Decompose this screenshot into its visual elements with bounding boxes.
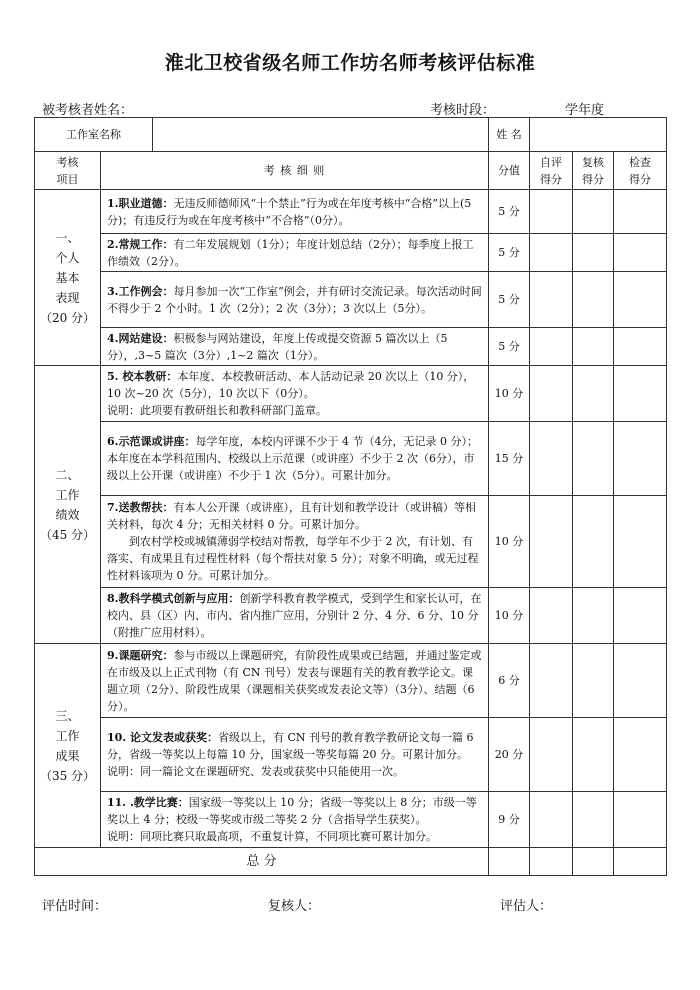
check-score-cell[interactable] xyxy=(614,366,667,422)
review-score-cell[interactable] xyxy=(573,792,614,848)
review-score-cell[interactable] xyxy=(573,422,614,496)
criterion-row xyxy=(35,644,667,718)
page-title: 淮北卫校省级名师工作坊名师考核评估标准 xyxy=(164,52,536,74)
self-score-cell[interactable] xyxy=(530,644,573,718)
criterion-text: 3.工作例会：每月参加一次“工作室”例会，并有研讨交流记录。每次活动时间不得少于 2 个小时。1 次（2分）；2 次（3分）；3 次以上（5分）。 xyxy=(101,272,489,328)
criterion-row xyxy=(35,328,667,366)
name-field[interactable] xyxy=(530,118,667,152)
self-score-cell[interactable] xyxy=(530,272,573,328)
check-score-cell[interactable] xyxy=(614,328,667,366)
check-score-cell[interactable] xyxy=(614,234,667,272)
section-label: 二、 工作 绩效 （45 分） xyxy=(35,366,101,644)
criterion-row xyxy=(35,272,667,328)
criterion-text: 8.教科学模式创新与应用：创新学科教育教学模式，受到学生和家长认可，在校内、县（区）内、市内、省内推广应用，分别计 2 分、4 分、6 分、10 分（附推广应用材料）。 xyxy=(101,588,489,644)
review-score-cell[interactable] xyxy=(573,234,614,272)
criterion-score: 5 分 xyxy=(489,272,530,328)
score-header: 分值 xyxy=(489,152,530,190)
academic-year-label: 学年度 xyxy=(565,103,605,118)
criterion-row xyxy=(35,718,667,792)
check-score-cell[interactable] xyxy=(614,718,667,792)
criterion-text: 11. .教学比赛：国家级一等奖以上 10 分；省级一等奖以上 8 分；市级一等奖以上 4 分；校级一等奖或市级二等奖 2 分（含指导学生获奖）。 说明：同项比赛只取最高项，不重复计算，不同项比赛可累计加分。 xyxy=(101,792,489,848)
review-score-cell[interactable] xyxy=(573,496,614,588)
criterion-note: 说明：同项比赛只取最高项，不重复计算，不同项比赛可累计加分。 xyxy=(107,830,437,843)
total-check-cell[interactable] xyxy=(614,848,667,876)
criterion-text: 10. 论文发表或获奖：省级以上，有 CN 刊号的教育教学教研论文每一篇 6 分，省级一等奖以上每篇 10 分，国家级一等奖每篇 20 分。可累计加分。 说明：同一篇论文在课题研究、发表或获奖中只能使用一次。 xyxy=(101,718,489,792)
check-score-cell[interactable] xyxy=(614,190,667,234)
reviewer-label: 复核人： xyxy=(268,899,321,914)
criterion-text: 7.送教帮扶：有本人公开课（或讲座），且有计划和教学设计（或讲稿）等相关材料，每次 4 分；无相关材料 0 分。可累计加分。 到农村学校或城镇薄弱学校结对帮教，每学年不少于 2 次，有计划、有落实、有成果且有过程性材料（每个帮扶对象 5 分）；对象不明确，或无过程性材料该项为 0 分。可累计加分。 xyxy=(101,496,489,588)
criterion-row xyxy=(35,588,667,644)
studio-name-field[interactable] xyxy=(153,118,489,152)
self-score-cell[interactable] xyxy=(530,588,573,644)
total-label: 总 分 xyxy=(35,848,489,876)
criterion-note: 说明：同一篇论文在课题研究、发表或获奖中只能使用一次。 xyxy=(107,765,404,778)
total-self-cell[interactable] xyxy=(530,848,573,876)
criterion-text: 5. 校本教研：本年度、本校教研活动、本人活动记录 20 次以上（10 分），10 次~20 次（5分），10 次以下（0分）。 说明：此项要有教研组长和教科研部门盖章。 xyxy=(101,366,489,422)
criterion-row xyxy=(35,366,667,422)
item-header: 考核 项目 xyxy=(35,152,101,190)
criterion-row xyxy=(35,496,667,588)
criterion-row xyxy=(35,792,667,848)
self-score-cell[interactable] xyxy=(530,190,573,234)
review-score-header: 复核 得分 xyxy=(573,152,614,190)
criterion-text: 2.常规工作：有二年发展规划（1分）；年度计划总结（2分）；每季度上报工作绩效（2分）。 xyxy=(101,234,489,272)
criterion-text: 9.课题研究：参与市级以上课题研究，有阶段性成果或已结题，并通过鉴定或在市级及以上正式刊物（有 CN 刊号）发表与课题有关的教育教学论文。课题立项（2分）、阶段性成果（课题相关获奖或发表论文等）（3分）、结题（6分）。 xyxy=(101,644,489,718)
criterion-score: 9 分 xyxy=(489,792,530,848)
criterion-score: 15 分 xyxy=(489,422,530,496)
criterion-note: 说明：此项要有教研组长和教科研部门盖章。 xyxy=(107,404,327,417)
studio-name-label: 工作室名称 xyxy=(35,118,153,152)
self-score-cell[interactable] xyxy=(530,718,573,792)
assessment-period-label: 考核时段： xyxy=(430,103,496,118)
criterion-score: 10 分 xyxy=(489,588,530,644)
review-score-cell[interactable] xyxy=(573,718,614,792)
review-score-cell[interactable] xyxy=(573,644,614,718)
check-score-cell[interactable] xyxy=(614,644,667,718)
self-score-cell[interactable] xyxy=(530,328,573,366)
criterion-row xyxy=(35,234,667,272)
section-label: 三、 工作 成果 （35 分） xyxy=(35,644,101,848)
self-score-cell[interactable] xyxy=(530,496,573,588)
assessment-table xyxy=(34,117,667,876)
review-score-cell[interactable] xyxy=(573,190,614,234)
self-score-cell[interactable] xyxy=(530,234,573,272)
total-row xyxy=(35,848,667,876)
check-score-cell[interactable] xyxy=(614,588,667,644)
self-score-cell[interactable] xyxy=(530,422,573,496)
criterion-row xyxy=(35,422,667,496)
total-review-cell[interactable] xyxy=(573,848,614,876)
review-score-cell[interactable] xyxy=(573,366,614,422)
name-label: 姓 名 xyxy=(489,118,530,152)
check-score-cell[interactable] xyxy=(614,272,667,328)
criterion-score: 5 分 xyxy=(489,190,530,234)
self-score-cell[interactable] xyxy=(530,792,573,848)
evaluation-time-label: 评估时间： xyxy=(42,899,108,914)
check-score-cell[interactable] xyxy=(614,792,667,848)
self-score-header: 自评 得分 xyxy=(530,152,573,190)
self-score-cell[interactable] xyxy=(530,366,573,422)
criterion-text: 4.网站建设：积极参与网站建设，年度上传或提交资源 5 篇次以上（5分），,3~5 篇次（3分）,1~2 篇次（1分）。 xyxy=(101,328,489,366)
evaluator-label: 评估人： xyxy=(500,899,553,914)
review-score-cell[interactable] xyxy=(573,328,614,366)
review-score-cell[interactable] xyxy=(573,272,614,328)
studio-row xyxy=(35,118,667,152)
header-row xyxy=(35,152,667,190)
criterion-score: 10 分 xyxy=(489,496,530,588)
criterion-score: 10 分 xyxy=(489,366,530,422)
detail-header: 考 核 细 则 xyxy=(101,152,489,190)
criterion-score: 5 分 xyxy=(489,234,530,272)
check-score-cell[interactable] xyxy=(614,496,667,588)
criterion-score: 20 分 xyxy=(489,718,530,792)
review-score-cell[interactable] xyxy=(573,588,614,644)
criterion-score: 6 分 xyxy=(489,644,530,718)
criterion-text: 6.示范课或讲座：每学年度，本校内评课不少于 4 节（4分，无记录 0 分）；本年度在本学科范围内、校级以上示范课（或讲座）不少于 2 次（6分），市级以上公开课（或讲座）不少于 1 次（5分）。可累计加分。 xyxy=(101,422,489,496)
criterion-row xyxy=(35,190,667,234)
criterion-score: 5 分 xyxy=(489,328,530,366)
total-score-cell[interactable] xyxy=(489,848,530,876)
criterion-text: 1.职业道德：无违反师德师风“十个禁止”行为或在年度考核中“合格”以上(5分)；有违反行为或在年度考核中“不合格”（0分）。 xyxy=(101,190,489,234)
check-score-header: 检查 得分 xyxy=(614,152,667,190)
check-score-cell[interactable] xyxy=(614,422,667,496)
examinee-name-label: 被考核者姓名： xyxy=(42,103,134,118)
section-label: 一、 个人 基本 表现 （20 分） xyxy=(35,190,101,366)
